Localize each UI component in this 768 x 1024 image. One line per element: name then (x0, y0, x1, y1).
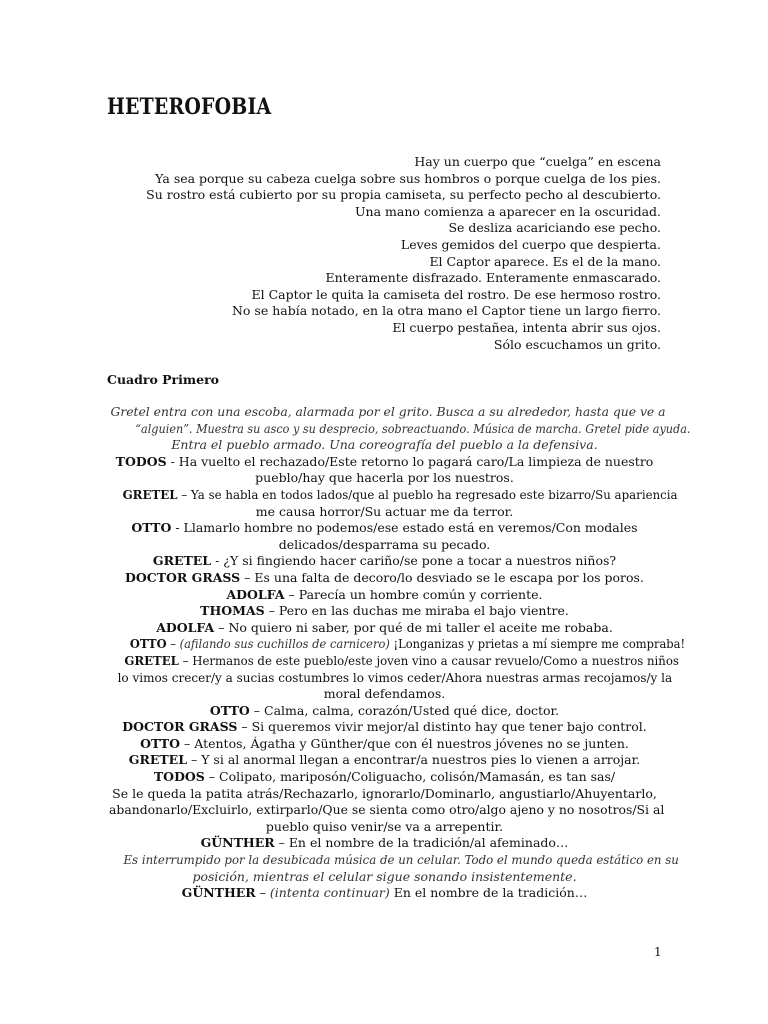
dialogue-text: pueblo quiso venir/se va a arrepentir. (265, 818, 504, 834)
dialogue-text: Parecía un hombre común y corriente. (298, 586, 543, 602)
intro-line: El cuerpo pestañea, intenta abrir sus ojos. (392, 319, 661, 335)
speaker-name: OTTO (209, 702, 250, 718)
dialogue-text: abandonarlo/Excluirlo, extirparlo/Que se sienta como otro/algo ajeno y no nosotros/Si al (108, 802, 665, 818)
dialogue-text: Colipato, mariposón/Coliguacho, colisón/Mamasán, es tan sas/ (219, 769, 616, 785)
intro-line: El Captor aparece. Es el de la mano. (429, 253, 661, 269)
speaker-name: TODOS (115, 453, 167, 469)
speaker-name: OTTO (131, 520, 172, 536)
dialogue-text: Calma, calma, corazón/Usted qué dice, doctor. (264, 702, 560, 718)
dialogue-line: DOCTOR GRASS – Si queremos vivir mejor/al distinto hay que tener bajo control. (122, 719, 647, 735)
dialogue-text: Ya se habla en todos lados/que al pueblo ha regresado este bizarro/Su apariencia (190, 486, 678, 502)
dialogue-line: ADOLFA – Parecía un hombre común y corriente. (226, 586, 543, 602)
dialogue-line: GÜNTHER – (intenta continuar) En el nombre de la tradición… (181, 885, 588, 901)
stage-direction (107, 852, 679, 885)
dialogue-text: Si queremos vivir mejor/al distinto hay que tener bajo control. (251, 719, 647, 735)
intro-line: Sólo escuchamos un grito. (493, 336, 661, 352)
dialogue-text: me causa horror/Su actuar me da terror. (255, 503, 514, 519)
dialogue-line-continuation (107, 686, 662, 703)
speaker-name: GRETEL (128, 752, 187, 768)
stage-direction-line: Es interrumpido por la desubicada música de un celular. Todo el mundo queda estático en su (123, 852, 679, 868)
dialogue-line-continuation (107, 504, 662, 521)
dialogue-text: moral defendamos. (323, 686, 446, 702)
dialogue-text: Y si al anormal llegan a encontrar/a nuestros pies lo vienen a arrojar. (201, 752, 641, 768)
dialogue-line: GÜNTHER – En el nombre de la tradición/al afeminado… (200, 835, 569, 851)
speaker-name: GRETEL (152, 553, 212, 569)
speaker-name: DOCTOR GRASS (125, 569, 241, 585)
dialogue-line: OTTO - Llamarlo hombre no podemos/ese estado está en veremos/Con modales (131, 520, 638, 536)
speaker-name: OTTO (129, 636, 167, 652)
dialogue-text: Se le queda la patita atrás/Rechazarlo, ignorarlo/Dominarlo, angustiarlo/Ahuyentarlo, (112, 785, 657, 801)
speaker-name: TODOS (153, 769, 205, 785)
intro-line: El Captor le quita la camiseta del rostro. De ese hermoso rostro. (251, 286, 661, 302)
section-title: Cuadro Primero (107, 372, 219, 387)
dialogue-line: GRETEL - ¿Y si fingiendo hacer cariño/se pone a tocar a nuestros niños? (152, 553, 617, 569)
dialogue-text: pueblo/hay que hacerla por los nuestros. (255, 470, 514, 486)
intro-line: Su rostro está cubierto por su propia camiseta, su perfecto pecho al descubierto. (146, 187, 661, 203)
dialogue-line-last (107, 885, 662, 902)
stage-direction-line: “alguien”. Muestra su asco y su desprecio, sobreactuando. Música de marcha. Gretel pide ayuda. (135, 420, 691, 436)
stage-direction-line: posición, mientras el celular sigue sonando insistentemente. (192, 868, 577, 884)
intro-line: No se había notado, en la otra mano el Captor tiene un largo fierro. (231, 303, 661, 319)
dialogue-line: TODOS – Colipato, mariposón/Coliguacho, colisón/Mamasán, es tan sas/ (153, 769, 616, 785)
document-title: HETEROFOBIA (107, 94, 272, 120)
speaker-name: GÜNTHER (181, 885, 256, 901)
speaker-name: THOMAS (200, 603, 265, 619)
intro-line: Hay un cuerpo que “cuelga” en escena (414, 154, 661, 169)
intro-line: Ya sea porque su cabeza cuelga sobre sus hombros o porque cuelga de los pies. (155, 170, 661, 186)
dialogue (107, 453, 686, 852)
page-number: 1 (654, 945, 662, 959)
dialogue-line: THOMAS – Pero en las duchas me miraba el bajo vientre. (200, 603, 569, 619)
dialogue-line-continuation (107, 819, 662, 836)
dialogue-text: Llamarlo hombre no podemos/ese estado está en veremos/Con modales (183, 520, 638, 536)
dialogue-text: Hermanos de este pueblo/este joven vino a causar revuelo/Como a nuestros niños (192, 652, 679, 668)
dialogue-text: lo vimos crecer/y a sucias costumbres lo vimos ceder/Ahora nuestras armas recojamos/y la (117, 669, 673, 685)
stage-direction-line: Entra el pueblo armado. Una coreografía del pueblo a la defensiva. (171, 437, 598, 453)
dialogue-text: No quiero ni saber, por qué de mi taller el aceite me robaba. (228, 619, 613, 635)
dialogue-line-continuation (117, 669, 673, 687)
dialogue-text: Es una falta de decoro/lo desviado se le escapa por los poros. (254, 569, 644, 585)
stage-note: (afilando sus cuchillos de carnicero) (179, 636, 390, 652)
dialogue-text: Ha vuelto el rechazado/Este retorno lo pagará caro/La limpieza de nuestro (178, 453, 654, 469)
intro-line: Se desliza acariciando ese pecho. (448, 220, 661, 236)
speaker-name: ADOLFA (156, 619, 215, 635)
speaker-name: ADOLFA (226, 586, 285, 602)
intro-line: Una mano comienza a aparecer en la oscuridad. (355, 203, 661, 219)
speaker-name: GRETEL (124, 652, 179, 668)
dialogue-text: Pero en las duchas me miraba el bajo vientre. (278, 603, 569, 619)
dialogue-line: GRETEL – Hermanos de este pueblo/este joven vino a causar revuelo/Como a nuestros niños (124, 652, 679, 668)
dialogue-line: ADOLFA – No quiero ni saber, por qué de mi taller el aceite me robaba. (156, 619, 613, 635)
dialogue-text: En el nombre de la tradición/al afeminado… (288, 835, 569, 851)
intro-stage-directions (101, 154, 661, 353)
dialogue-line-continuation (107, 537, 662, 554)
dialogue-text: delicados/desparrama su pecado. (278, 536, 491, 552)
dialogue-line: TODOS - Ha vuelto el rechazado/Este retorno lo pagará caro/La limpieza de nuestro (115, 453, 654, 469)
dialogue-line-continuation (107, 786, 662, 803)
dialogue-text: En el nombre de la tradición… (393, 885, 588, 901)
stage-direction (107, 404, 691, 454)
speaker-name: GRETEL (122, 486, 178, 502)
dialogue-line: GRETEL – Ya se habla en todos lados/que al pueblo ha regresado este bizarro/Su apariencia (122, 486, 678, 502)
stage-direction-line: Gretel entra con una escoba, alarmada por el grito. Busca a su alrededor, hasta que ve a (110, 404, 666, 419)
stage-note: (intenta continuar) (269, 885, 390, 901)
dialogue-line: GRETEL – Y si al anormal llegan a encontrar/a nuestros pies lo vienen a arrojar. (128, 752, 641, 768)
intro-line: Enteramente disfrazado. Enteramente enmascarado. (325, 270, 661, 286)
dialogue-line: DOCTOR GRASS – Es una falta de decoro/lo desviado se le escapa por los poros. (125, 569, 644, 585)
speaker-name: DOCTOR GRASS (122, 719, 238, 735)
speaker-name: GÜNTHER (200, 835, 275, 851)
dialogue-text: ¿Y si fingiendo hacer cariño/se pone a tocar a nuestros niños? (223, 553, 617, 569)
dialogue-line-continuation (108, 802, 665, 819)
speaker-name: OTTO (140, 735, 181, 751)
dialogue-line: OTTO – (afilando sus cuchillos de carnicero) ¡Longanizas y prietas a mí siempre me compraba! (129, 636, 686, 652)
dialogue-line-continuation (107, 470, 662, 487)
dialogue-line: OTTO – Calma, calma, corazón/Usted qué dice, doctor. (209, 702, 560, 718)
dialogue-text: Atentos, Ágatha y Günther/que con él nuestros jóvenes no se junten. (194, 735, 629, 751)
intro-line: Leves gemidos del cuerpo que despierta. (400, 236, 661, 252)
dialogue-text: ¡Longanizas y prietas a mí siempre me compraba! (393, 636, 686, 652)
dialogue-line: OTTO – Atentos, Ágatha y Günther/que con él nuestros jóvenes no se junten. (140, 735, 629, 751)
play-body (107, 404, 691, 902)
